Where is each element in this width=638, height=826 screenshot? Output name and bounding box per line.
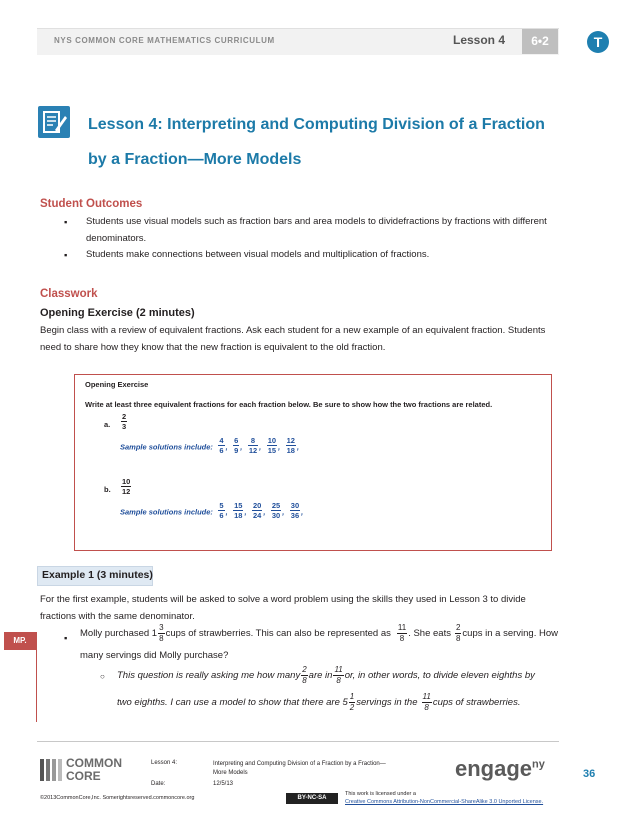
student-outcomes-heading: Student Outcomes	[40, 198, 143, 210]
example-1-text-line-2: fractions with the same denominator.	[40, 611, 195, 622]
sample-fraction: $\frac{6}{9}$	[234, 436, 239, 455]
item-a-samples: Sample solutions include: $\frac{4}{6}$ , $\frac{6}{9}$ , $\frac{8}{12}$ , $\frac{10}{15}$ , $\frac{12}{18}$ ,	[120, 436, 300, 455]
footer-date-label: Date:	[151, 781, 166, 787]
opening-exercise-heading: Opening Exercise (2 minutes)	[40, 307, 195, 319]
license-link[interactable]: Creative Commons Attribution-NonCommercial-ShareAlike 3.0 Unported License.	[345, 799, 544, 805]
example-1-answer-line-1: This question is really asking me how many $\frac{2}{8}$ are in $\frac{11}{8}$ or, in other words, to divide eleven eighths by	[117, 665, 535, 685]
sample-fraction: $\frac{30}{36}$	[290, 501, 300, 520]
example-1-bullet: Molly purchased 1 $\frac{3}{8}$ cups of strawberries. This can also be represented as $\frac{11}{8}$ . She eats $\frac{2}{8}$ cups in a serving. How	[80, 623, 558, 643]
mp-label: MP.	[4, 632, 36, 650]
outcome-1-line-2: denominators.	[86, 233, 147, 244]
sample-fraction: $\frac{25}{30}$	[271, 501, 281, 520]
footer-lesson-desc: Interpreting and Computing Division of a Fraction by a Fraction— More Models	[213, 761, 386, 776]
example-1-heading: Example 1 (3 minutes)	[42, 569, 153, 581]
common-core-logo-icon	[40, 759, 62, 781]
common-core-wordmark: COMMON CORE	[66, 756, 122, 783]
engageny-logo: engage$^{ny}$	[455, 756, 545, 781]
page-title	[88, 107, 568, 177]
example-1-answer-line-2: two eighths. I can use a model to show that there are 5 $\frac{1}{2}$ servings in the $\frac{11}{8}$ cups of strawberries.	[117, 692, 521, 712]
sub-bullet-marker: ○	[100, 672, 105, 681]
sample-fraction: $\frac{8}{12}$	[248, 436, 258, 455]
sample-fraction: $\frac{12}{18}$	[286, 436, 295, 455]
lesson-notebook-icon	[38, 106, 70, 138]
classwork-heading: Classwork	[40, 288, 98, 300]
footer-divider	[37, 741, 559, 742]
sample-fraction: $\frac{20}{24}$	[253, 501, 262, 520]
outcome-1	[86, 213, 556, 247]
footer-date: 12/5/13	[213, 781, 234, 787]
bullet-marker: ▪	[64, 633, 68, 644]
example-1-bullet-line-2: many servings did Molly purchase?	[80, 650, 229, 661]
footer-lesson-label: Lesson 4:	[151, 760, 178, 766]
item-b-fraction: $\frac{10}{12}$	[122, 477, 131, 496]
item-a-fraction: $\frac{2}{3}$	[122, 412, 127, 431]
sample-fraction: $\frac{15}{18}$	[234, 501, 243, 520]
mp-divider	[36, 632, 37, 722]
example-1-text	[40, 591, 560, 625]
opening-text-line-1: Begin class with a review of equivalent fractions. Ask each student for a new example of an equivalent fraction. Students	[40, 325, 546, 336]
grade-badge: 6•2	[522, 29, 558, 54]
cc-license-badge: BY-NC-SA	[286, 793, 338, 804]
opening-text-line-2: need to share how they know that the new fraction is equivalent to the old fraction.	[40, 342, 386, 353]
item-b-samples: Sample solutions include: $\frac{5}{6}$ , $\frac{15}{18}$ , $\frac{20}{24}$ , $\frac{25}{30}$ , $\frac{30}{36}$ ,	[120, 501, 304, 520]
footer-license: This work is licensed under a Creative Commons Attribution-NonCommercial-ShareAlike 3.0 Unported License.	[345, 791, 544, 805]
curriculum-label: NYS COMMON CORE MATHEMATICS CURRICULUM	[54, 36, 275, 45]
item-b-sample-label: Sample solutions include:	[120, 507, 213, 517]
item-a-label: a.	[104, 420, 111, 429]
page-number: 36	[583, 768, 596, 780]
item-b-label: b.	[104, 485, 111, 494]
exercise-box-title: Opening Exercise	[85, 380, 149, 389]
lesson-label: Lesson 4	[453, 33, 506, 47]
bullet-marker: ▪	[64, 217, 68, 228]
exercise-box-instruction: Write at least three equivalent fractions for each fraction below. Be sure to show how the two fractions are related.	[85, 400, 493, 409]
opening-text	[40, 322, 560, 356]
footer-copyright: ©2013CommonCore,Inc. Somerightsreserved.commoncore.org	[40, 795, 195, 801]
title-line-1: Lesson 4: Interpreting and Computing Division of a Fraction	[88, 116, 545, 133]
outcome-2: Students make connections between visual models and multiplication of fractions.	[86, 249, 430, 260]
example-1-text-line-1: For the first example, students will be asked to solve a word problem using the skills they used in Lesson 3 to divide	[40, 594, 526, 605]
sample-fraction: $\frac{4}{6}$	[219, 436, 224, 455]
item-a-sample-label: Sample solutions include:	[120, 442, 213, 452]
sample-fraction: $\frac{5}{6}$	[219, 501, 224, 520]
bullet-marker: ▪	[64, 250, 68, 261]
sample-fraction: $\frac{10}{15}$	[267, 436, 277, 455]
title-line-2: by a Fraction—More Models	[88, 151, 302, 168]
outcome-1-line-1: Students use visual models such as fraction bars and area models to dividefractions by fractions with different	[86, 216, 547, 227]
teacher-badge: T	[587, 31, 609, 53]
